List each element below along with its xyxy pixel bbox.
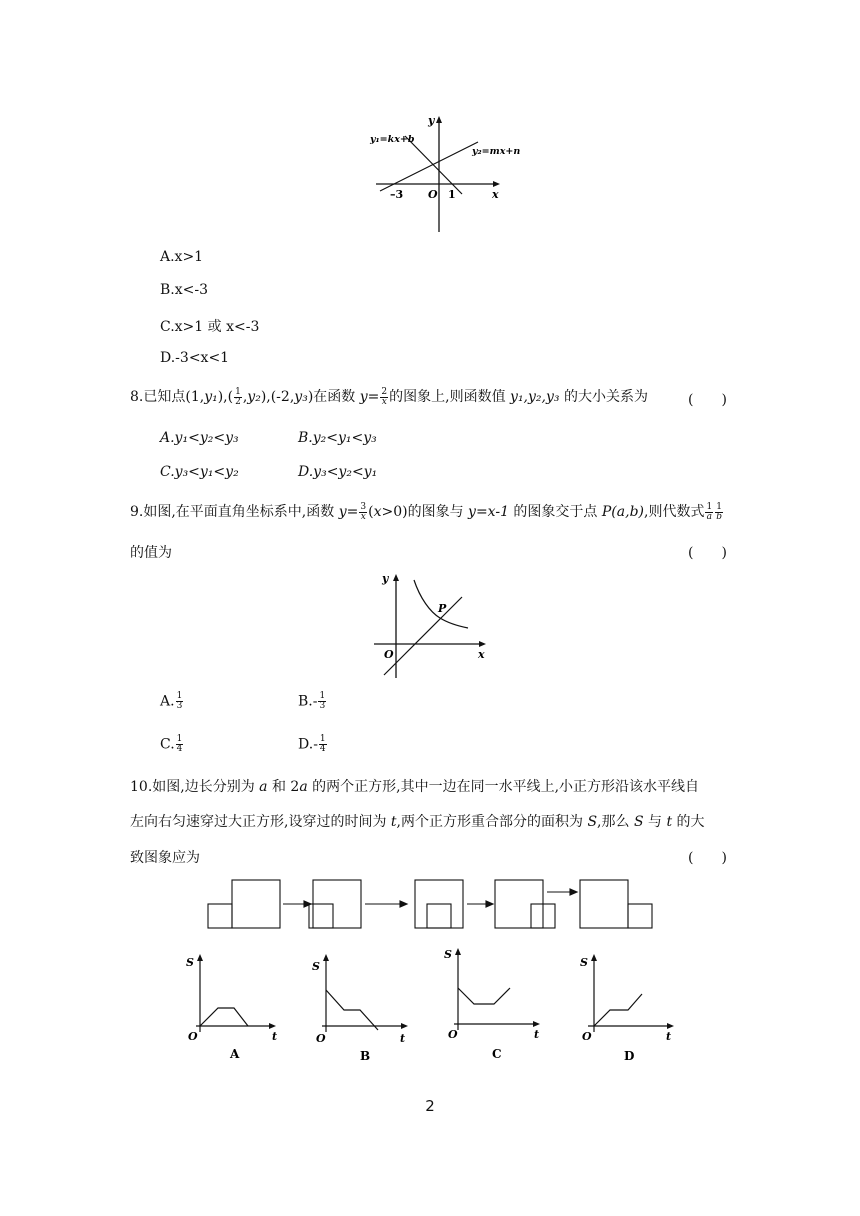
svg-text:S: S — [312, 960, 320, 973]
q8-answer-paren: ( ) — [688, 392, 727, 408]
q8-option-b: B.y₂<y₁<y₃ — [298, 430, 377, 446]
svg-text:S: S — [444, 948, 452, 961]
q8-option-a: A.y₁<y₂<y₃ — [160, 430, 239, 446]
svg-text:O: O — [188, 1030, 198, 1043]
q10-graph-a — [176, 950, 286, 1062]
q9-stem: 9.如图,在平面直角坐标系中,函数 y= $\frac{3}{x}$ (x>0)的图象与 y=x-1 的图象交于点 P(a,b),则代数式 $\frac{1}{a}$ $\frac{1}{b}$ — [130, 501, 722, 522]
svg-text:O: O — [448, 1028, 458, 1041]
q10-graph-a-letter: A — [230, 1047, 240, 1061]
q7-origin: O — [428, 188, 438, 201]
q10-graph-d-curve — [594, 994, 642, 1026]
q7-line2-label: y₂=mx+n — [472, 146, 521, 157]
q9-x-label: x — [478, 648, 485, 661]
q7-line1-label: y₁=kx+b — [370, 134, 415, 145]
q7-option-c: C.x>1 或 x<-3 — [160, 319, 260, 335]
q10-answer-paren: ( ) — [688, 850, 727, 866]
q10-stem-line1: 10.如图,边长分别为 a 和 2a 的两个正方形,其中一边在同一水平线上,小正方形沿该水平线自 — [130, 779, 700, 795]
q9-option-d: D.- $\frac{1}{4}$ — [298, 734, 326, 754]
q10-squares-sequence — [205, 874, 655, 932]
q7-option-b: B.x<-3 — [160, 282, 209, 298]
svg-text:t: t — [534, 1028, 540, 1041]
svg-text:O: O — [582, 1030, 592, 1043]
q9-origin: O — [384, 648, 394, 661]
q10-graph-c-curve — [458, 988, 510, 1004]
page-number: 2 — [425, 1097, 435, 1115]
q9-answer-paren: ( ) — [688, 545, 727, 561]
q9-frac-1-over-b: $\frac{1}{b}$ — [716, 501, 722, 522]
q7-y-label: y — [428, 114, 435, 127]
svg-text:t: t — [666, 1030, 672, 1043]
q10-graph-c — [440, 940, 550, 1061]
svg-text:O: O — [316, 1032, 326, 1045]
q10-stem-line2: 左向右匀速穿过大正方形,设穿过的时间为 t,两个正方形重合部分的面积为 S,那么 S 与 t 的大 — [130, 814, 705, 830]
q8-frac-2-over-x: $\frac{2}{x}$ — [381, 386, 388, 407]
q9-frac-3-over-x: $\frac{3}{x}$ — [360, 501, 367, 522]
q9-option-b: B.- $\frac{1}{3}$ — [298, 691, 326, 711]
q7-x-label: x — [492, 188, 499, 201]
q10-graph-c-letter: C — [492, 1047, 502, 1061]
q9-graph — [368, 568, 492, 680]
q8-option-d: D.y₃<y₂<y₁ — [298, 464, 378, 480]
q7-tick-1: 1 — [448, 188, 456, 201]
q9-stem-line2: 的值为 — [130, 545, 172, 561]
q7-tick-neg3: –3 — [390, 188, 404, 201]
q10-graph-b-curve — [326, 990, 378, 1030]
q9-option-c: C. $\frac{1}{4}$ — [160, 734, 183, 754]
q8-frac-half: $\frac{1}{2}$ — [235, 386, 241, 407]
q10-graph-b-letter: B — [360, 1049, 371, 1063]
q10-graph-d-letter: D — [624, 1049, 635, 1063]
q9-frac-1-over-a: $\frac{1}{a}$ — [706, 501, 713, 522]
q8-stem: 8.已知点(1,y₁),( $\frac{1}{2}$ ,y₂),(-2,y₃)在函数 y= $\frac{2}{x}$ 的图象上,则函数值 y₁,y₂,y₃ 的大小关系为 — [130, 386, 648, 407]
q9-option-a: A. $\frac{1}{3}$ — [160, 691, 183, 711]
svg-text:t: t — [400, 1032, 406, 1045]
q7-graph — [360, 108, 521, 236]
q10-graph-a-curve — [200, 1008, 248, 1026]
svg-text:S: S — [186, 956, 194, 969]
q10-graph-b — [308, 950, 418, 1062]
q10-graph-d — [574, 950, 684, 1062]
q8-option-c: C.y₃<y₁<y₂ — [160, 464, 239, 480]
svg-text:S: S — [580, 956, 588, 969]
svg-text:t: t — [272, 1030, 278, 1043]
q9-point-p: P — [438, 602, 447, 615]
q10-stem-line3: 致图象应为 — [130, 850, 200, 866]
q9-y-label: y — [382, 572, 389, 585]
q7-option-d: D.-3<x<1 — [160, 350, 230, 366]
q7-option-a: A.x>1 — [160, 249, 204, 265]
